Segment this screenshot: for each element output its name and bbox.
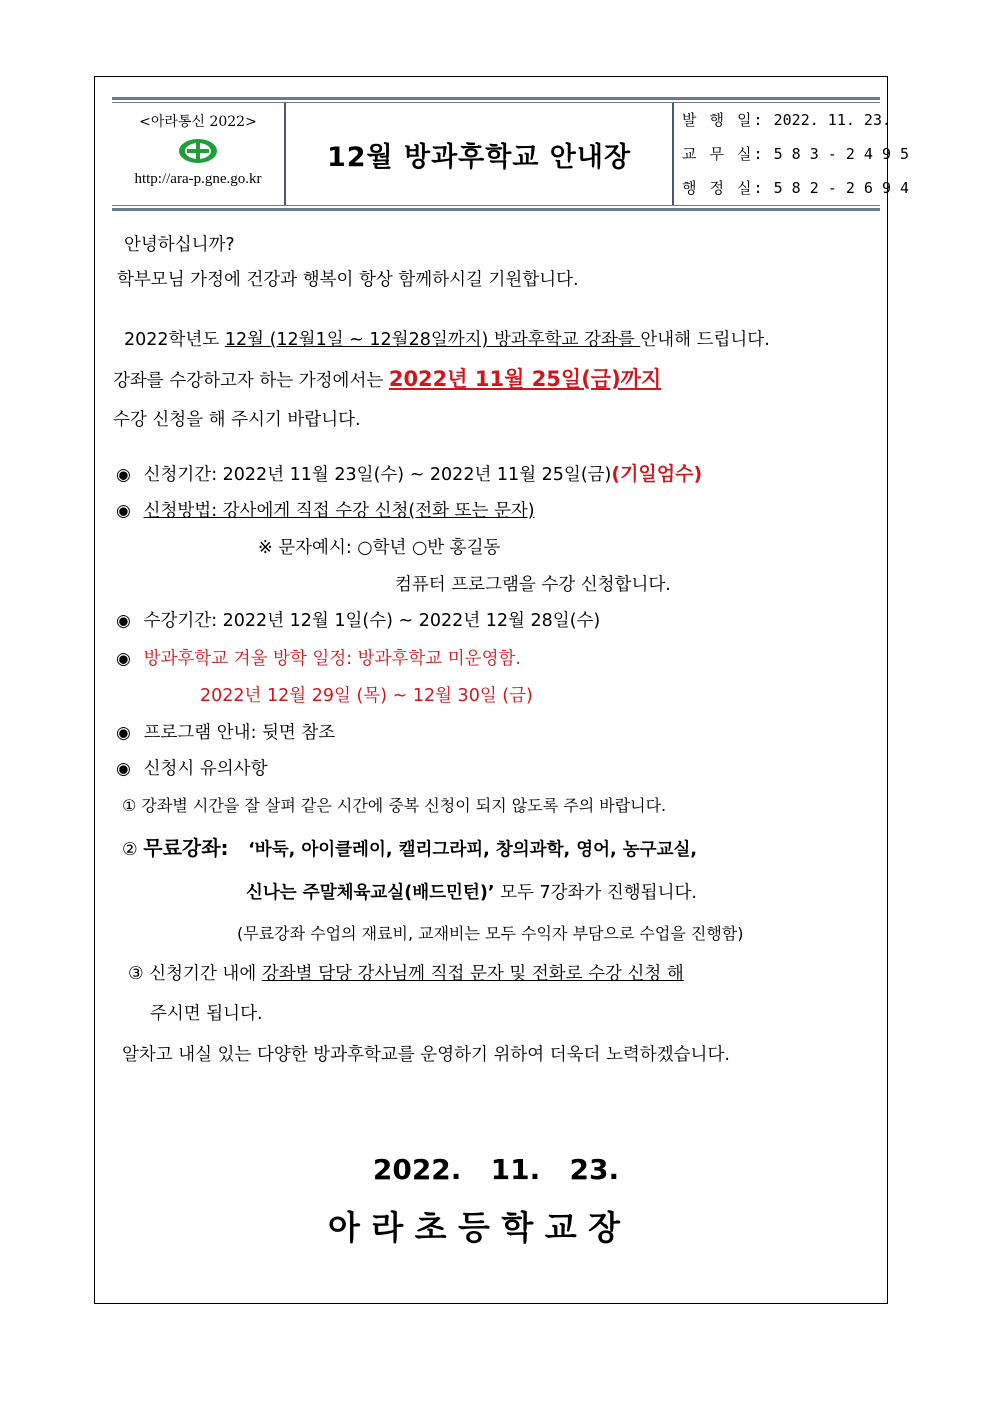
intro-year: 2022학년도 — [124, 330, 225, 350]
closing-text: 알차고 내실 있는 다양한 방과후학교를 운영하기 위하여 더욱더 노력하겠습니다. — [122, 1045, 730, 1065]
list-item-method — [116, 498, 535, 524]
method-text: 신청방법: 강사에게 직접 수강 신청(전화 또는 문자) — [143, 501, 535, 521]
page-title: 12월 방과후학교 안내장 — [326, 141, 632, 173]
application-deadline: 2022년 11월 25일(금)까지 — [388, 367, 662, 391]
school-url[interactable]: http://ara-p.gne.go.kr — [134, 171, 262, 187]
list-item-period — [116, 461, 702, 488]
list-item-winter-schedule — [116, 646, 521, 672]
caution-2 — [122, 835, 697, 863]
list-item-course-period — [116, 608, 600, 634]
intro-applicant-text: 강좌를 수강하고자 하는 가정에서는 — [113, 371, 389, 391]
intro-line-1 — [124, 327, 770, 353]
course-period-text: 수강기간: 2022년 12월 1일(수) ~ 2022년 12월 28일(수) — [143, 611, 601, 631]
academic-office-label: 교 무 실: — [682, 145, 765, 163]
period-text: 신청기간: 2022년 11월 23일(수) ~ 2022년 11월 25일(금) — [143, 465, 612, 485]
bullet-icon: ◉ — [116, 501, 131, 521]
bullet-icon: ◉ — [116, 611, 131, 631]
academic-office-row — [674, 137, 910, 171]
caution-3 — [128, 961, 684, 987]
greeting-line-1: 안녕하십니까? — [124, 235, 235, 255]
intro-line-3: 수강 신청을 해 주시기 바랍니다. — [113, 410, 361, 430]
newsletter-label: <아라통신 2022> — [139, 114, 257, 130]
program-guide-text: 프로그램 안내: 뒷면 참조 — [143, 723, 336, 743]
contact-info — [674, 103, 910, 205]
intro-guide-text: 안내해 드립니다. — [640, 330, 770, 350]
school-info — [112, 103, 286, 205]
admin-office-phone: 5 8 2 - 2 6 9 4 — [773, 179, 910, 197]
winter-schedule-text: 방과후학교 겨울 방학 일정: 방과후학교 미운영함. — [143, 649, 521, 669]
admin-office-row — [674, 171, 910, 205]
free-course-label: 무료강좌: — [143, 836, 229, 860]
letterhead — [112, 97, 910, 211]
free-course-list-b: 신나는 주말체육교실(배드민턴)’ — [246, 883, 495, 903]
admin-office-label: 행 정 실: — [682, 179, 765, 197]
intro-course-period: 12월 (12월1일 ~ 12월28일까지) 방과후학교 강좌를 — [224, 330, 641, 350]
school-logo-icon — [178, 138, 218, 164]
sms-example-body: 컴퓨터 프로그램을 수강 신청합니다. — [395, 575, 671, 595]
bullet-icon: ◉ — [116, 465, 131, 485]
cautions-title: 신청시 유의사항 — [143, 759, 268, 779]
caution-3-prefix: ③ 신청기간 내에 — [128, 964, 262, 984]
intro-line-2 — [113, 366, 661, 394]
academic-office-phone: 5 8 3 - 2 4 9 5 — [773, 145, 910, 163]
list-item-cautions — [116, 756, 267, 782]
free-course-count: 모두 7강좌가 진행됩니다. — [494, 883, 697, 903]
sms-example-label: ※ 문자예시: ○학년 ○반 홍길동 — [258, 538, 501, 558]
footer-date: 2022. 11. 23. — [372, 1153, 620, 1186]
header-rule-bottom — [112, 205, 880, 211]
free-course-list-a: ‘바둑, 아이클레이, 캘리그라피, 창의과학, 영어, 농구교실, — [248, 840, 698, 860]
bullet-icon: ◉ — [116, 723, 131, 743]
issue-date-label: 발 행 일: — [682, 111, 765, 129]
caution-2-line-2 — [246, 880, 697, 906]
winter-dates: 2022년 12월 29일 (목) ~ 12월 30일 (금) — [200, 686, 533, 706]
bullet-icon: ◉ — [116, 649, 131, 669]
issue-date: 2022. 11. 23. — [773, 111, 892, 129]
list-item-program-guide — [116, 720, 335, 746]
title-cell — [286, 103, 674, 205]
bullet-icon: ◉ — [116, 759, 131, 779]
free-course-note: (무료강좌 수업의 재료비, 교재비는 모두 수익자 부담으로 수업을 진행함) — [237, 924, 744, 943]
caution-3-contact-text: 강좌별 담당 강사님께 직접 문자 및 전화로 수강 신청 해 — [261, 964, 684, 984]
issue-date-row — [674, 103, 892, 137]
period-strict-badge: (기일엄수) — [611, 463, 703, 485]
school-principal-signature: 아 라 초 등 학 교 장 — [327, 1208, 621, 1247]
greeting-line-2: 학부모님 가정에 건강과 행복이 항상 함께하시길 기원합니다. — [117, 270, 579, 290]
caution-1: ① 강좌별 시간을 잘 살펴 같은 시간에 중복 신청이 되지 않도록 주의 바랍니다. — [122, 796, 667, 815]
caution-3-line-2: 주시면 됩니다. — [150, 1004, 263, 1024]
caution-2-number: ② — [122, 840, 138, 860]
